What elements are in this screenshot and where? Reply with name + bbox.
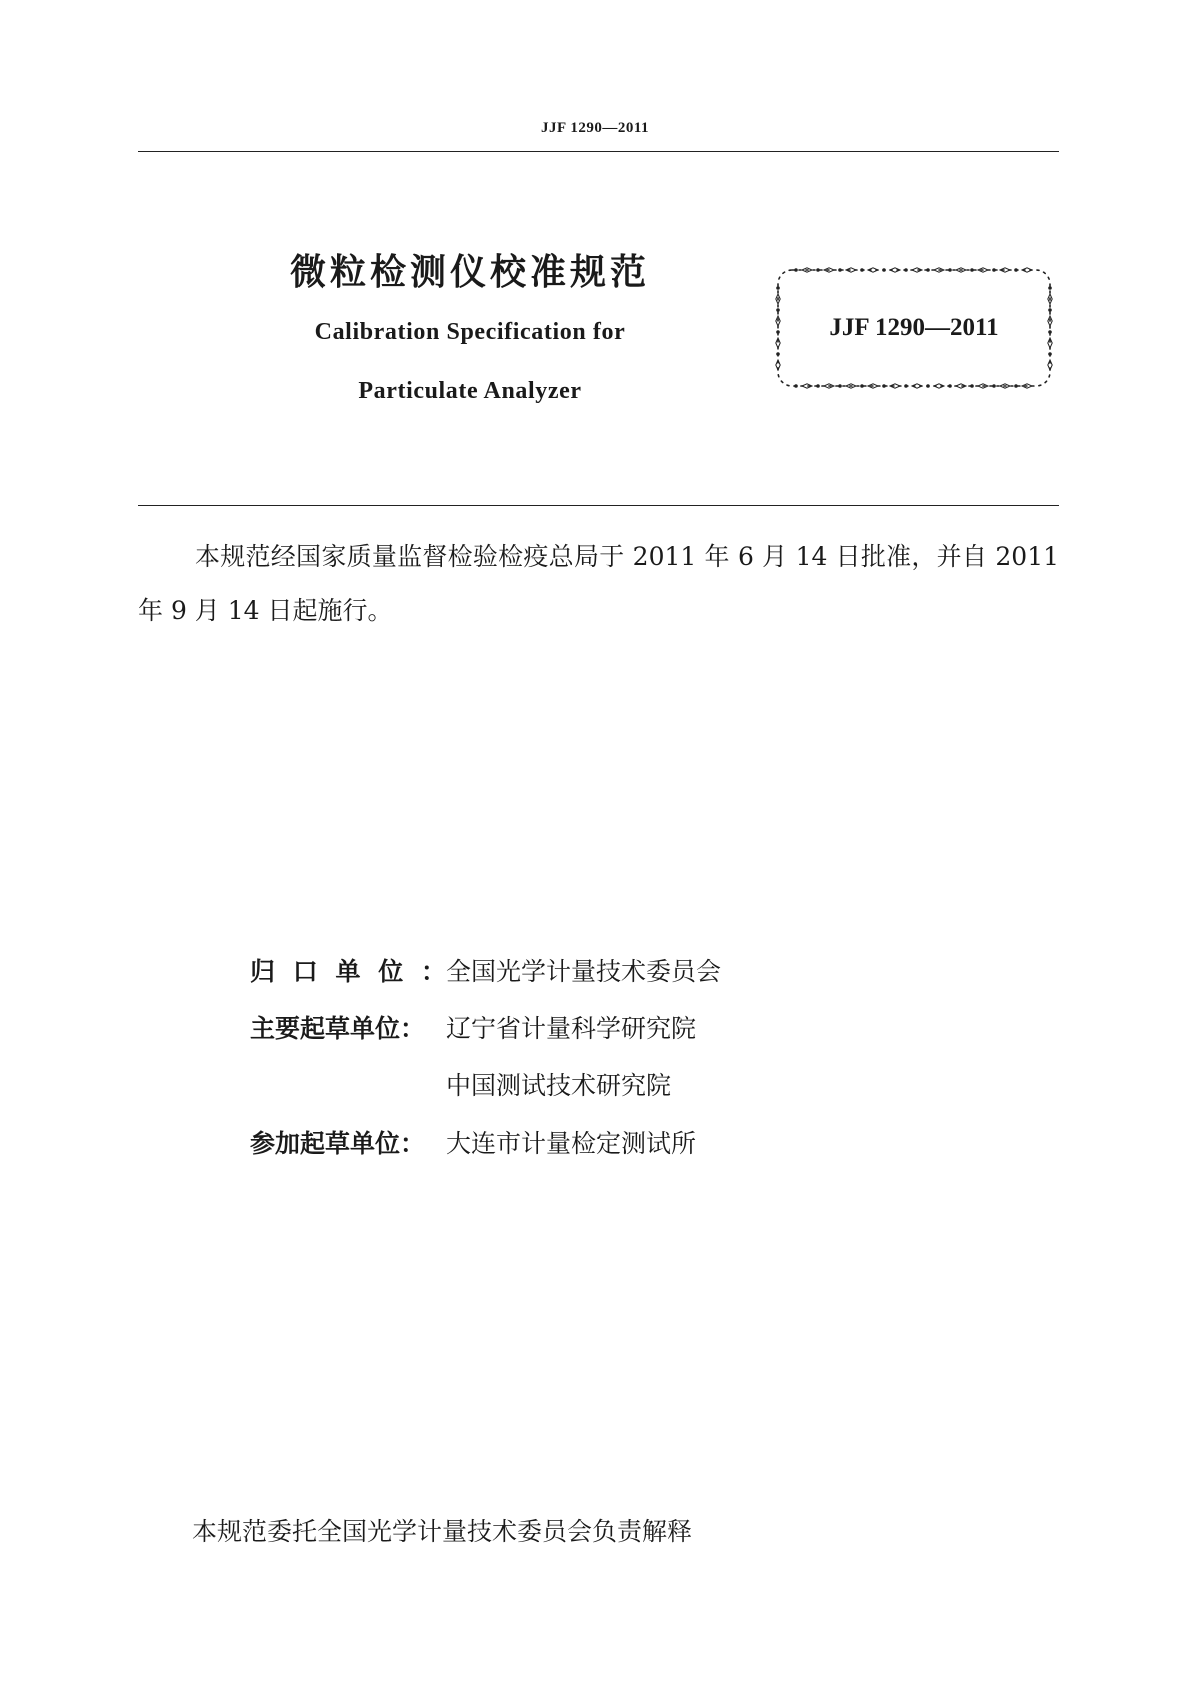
main-drafting-unit-row [250, 1009, 696, 1049]
border-dot [1048, 308, 1052, 312]
border-dot [776, 286, 780, 290]
label-character: 归 [250, 957, 276, 986]
border-dot [776, 352, 780, 356]
border-dot [838, 384, 842, 388]
border-dot [882, 268, 886, 272]
border-dot [904, 384, 908, 388]
participating-unit-row [250, 1124, 696, 1164]
specification-code: JJF 1290—2011 [829, 314, 999, 341]
border-dot [904, 268, 908, 272]
border-dot [816, 268, 820, 272]
border-dot [926, 384, 930, 388]
main-drafting-unit-value: 辽宁省计量科学研究院 [446, 1014, 697, 1043]
border-dot [992, 268, 996, 272]
border-dot [838, 268, 842, 272]
border-dot [970, 384, 974, 388]
border-dot [860, 268, 864, 272]
label-character: 口 [292, 957, 318, 986]
border-dot [992, 384, 996, 388]
document-title-chinese: 微粒检测仪校准规范 [289, 252, 650, 293]
running-header-code: JJF 1290—2011 [540, 120, 650, 136]
title-divider [138, 505, 1059, 506]
label-character: ： [420, 957, 446, 986]
main-drafting-unit-value-2: 中国测试技术研究院 [446, 1071, 672, 1100]
participating-unit-label: 参加起草单位： [250, 1129, 426, 1158]
border-dot [970, 268, 974, 272]
approval-statement: 本规范经国家质量监督检验检疫总局于 2011 年 6 月 14 日批准，并自 2011 年 9 月 14 日起施行。 [138, 542, 1059, 625]
border-dot [776, 308, 780, 312]
main-drafting-unit-label: 主要起草单位： [250, 1014, 426, 1043]
interpretation-note: 本规范委托全国光学计量技术委员会负责解释 [192, 1517, 693, 1546]
label-character: 单 [335, 957, 361, 986]
participating-unit-value: 大连市计量检定测试所 [446, 1129, 697, 1158]
border-dot [1048, 286, 1052, 290]
document-title-english-line1: Calibration Specification for [314, 319, 626, 345]
responsible-unit-label-text [250, 952, 446, 988]
border-dot [860, 384, 864, 388]
border-dot [1014, 268, 1018, 272]
document-title-english-line2: Particulate Analyzer [358, 378, 582, 404]
responsible-unit-row [250, 952, 721, 992]
border-dot [926, 268, 930, 272]
main-drafting-unit-row-2 [250, 1066, 671, 1106]
label-character: 位 [378, 957, 404, 986]
responsible-unit-label [250, 952, 446, 988]
border-dot [816, 384, 820, 388]
border-dot [1014, 384, 1018, 388]
border-dot [882, 384, 886, 388]
responsible-unit-value: 全国光学计量技术委员会 [446, 957, 722, 986]
header-divider [138, 151, 1059, 152]
border-dot [1048, 352, 1052, 356]
border-dot [794, 384, 798, 388]
border-dot [948, 268, 952, 272]
border-dot [794, 268, 798, 272]
border-dot [948, 384, 952, 388]
